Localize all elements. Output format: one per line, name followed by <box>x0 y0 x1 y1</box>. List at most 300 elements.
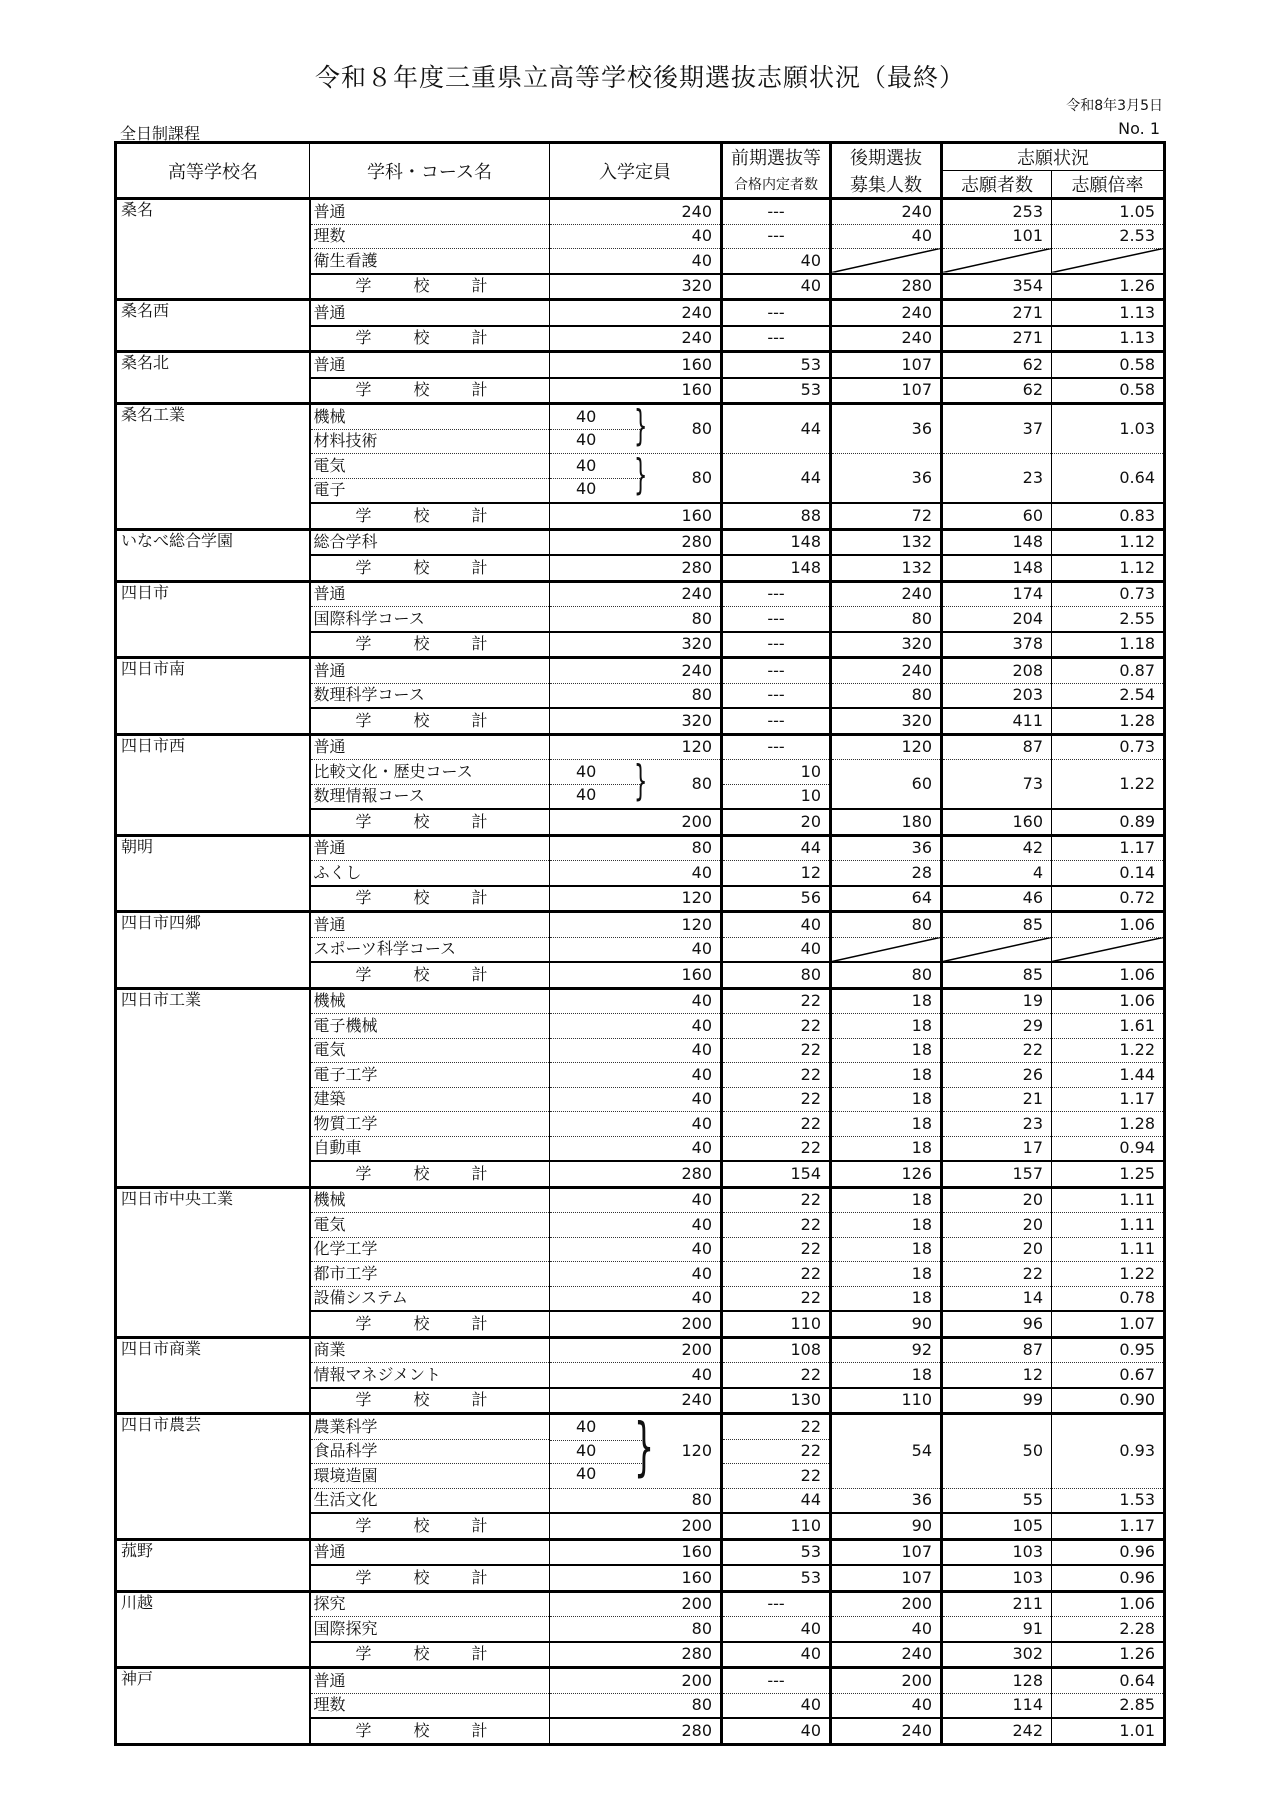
total-early-admission: 148 <box>722 555 831 581</box>
total-capacity: 280 <box>550 1718 722 1744</box>
total-applicants: 157 <box>942 1161 1052 1187</box>
early-admission-cell: --- <box>722 224 831 249</box>
school-total-label <box>310 1565 550 1591</box>
dept-name: 理数 <box>310 224 550 249</box>
dept-name: 普通 <box>310 658 550 684</box>
total-label-char: 校 <box>413 1720 430 1740</box>
total-label-char: 計 <box>471 557 488 577</box>
total-late-recruitment: 110 <box>831 1388 942 1414</box>
late-recruitment-cell: 240 <box>831 300 942 326</box>
capacity-cell: 80 <box>550 683 722 708</box>
dept-name: 探究 <box>310 1591 550 1617</box>
early-admission-cell: 10 <box>722 784 831 809</box>
total-applicants: 411 <box>942 708 1052 734</box>
applicants-cell: 203 <box>942 683 1052 708</box>
dept-name: 普通 <box>310 199 550 225</box>
late-recruitment-cell: 80 <box>831 607 942 632</box>
total-label-char: 校 <box>413 505 430 525</box>
table-row <box>116 658 1165 684</box>
dept-name: ふくし <box>310 861 550 886</box>
total-label-char: 学 <box>355 1644 372 1664</box>
late-recruitment-cell: 132 <box>831 529 942 555</box>
sub-capacity: 40 <box>576 785 597 804</box>
school-total-label <box>310 809 550 835</box>
late-recruitment-cell: 200 <box>831 1591 942 1617</box>
early-admission-cell: 10 <box>722 760 831 785</box>
table-row <box>116 1414 1165 1440</box>
total-label-char: 計 <box>471 1515 488 1535</box>
sub-capacity: 40 <box>576 761 597 781</box>
dept-name: 電子 <box>310 478 550 503</box>
late-recruitment-cell: 18 <box>831 1112 942 1137</box>
ratio-cell: 2.28 <box>1052 1617 1165 1642</box>
early-admission-cell: --- <box>722 199 831 225</box>
sub-capacity: 40 <box>576 1417 597 1436</box>
total-label-char: 学 <box>355 1313 372 1333</box>
total-applicants: 62 <box>942 378 1052 404</box>
late-recruitment-cell: 240 <box>831 658 942 684</box>
total-late-recruitment: 240 <box>831 1642 942 1668</box>
total-capacity: 280 <box>550 555 722 581</box>
total-label-char: 計 <box>471 1567 488 1587</box>
school-total-label <box>310 708 550 734</box>
capacity-cell: 240 <box>550 300 722 326</box>
school-group <box>116 529 1165 581</box>
total-label-char: 校 <box>413 1163 430 1183</box>
late-recruitment-cell: 120 <box>831 734 942 760</box>
page-number: No. 1 <box>1118 119 1160 138</box>
applicants-cell: 87 <box>942 1337 1052 1363</box>
total-capacity: 120 <box>550 886 722 912</box>
dept-name: 普通 <box>310 912 550 938</box>
school-total-label <box>310 962 550 988</box>
applicants-cell-slashed <box>942 937 1052 962</box>
dept-name: 比較文化・歴史コース <box>310 760 550 785</box>
late-recruitment-cell: 240 <box>831 199 942 225</box>
early-admission-cell: 22 <box>722 1136 831 1161</box>
school-total-label <box>310 274 550 300</box>
capacity-cell: 40 <box>550 937 722 962</box>
total-label-char: 計 <box>471 811 488 831</box>
capacity-cell: 40 <box>550 1038 722 1063</box>
dept-name: 都市工学 <box>310 1262 550 1287</box>
dept-name: 環境造園 <box>310 1464 550 1489</box>
early-admission-cell: --- <box>722 1668 831 1694</box>
early-admission-cell: 22 <box>722 1262 831 1287</box>
school-name: 桑名西 <box>116 300 310 352</box>
sub-capacity: 40 <box>576 430 597 449</box>
ratio-cell: 0.67 <box>1052 1363 1165 1388</box>
early-admission-cell: 44 <box>722 1488 831 1513</box>
total-ratio: 0.83 <box>1052 503 1165 529</box>
total-label-char: 学 <box>355 1163 372 1183</box>
total-late-recruitment: 132 <box>831 555 942 581</box>
early-admission-cell: 22 <box>722 1414 831 1440</box>
total-applicants: 271 <box>942 326 1052 352</box>
table-row <box>116 988 1165 1014</box>
table-row <box>116 352 1165 378</box>
ratio-cell: 1.06 <box>1052 988 1165 1014</box>
capacity-cell: 40 <box>550 1112 722 1137</box>
ratio-cell: 1.17 <box>1052 1087 1165 1112</box>
school-total-label <box>310 1311 550 1337</box>
total-label-char: 計 <box>471 1313 488 1333</box>
ratio-cell: 1.11 <box>1052 1213 1165 1238</box>
total-ratio: 0.90 <box>1052 1388 1165 1414</box>
dept-name: 普通 <box>310 352 550 378</box>
capacity-cell: 240 <box>550 658 722 684</box>
dept-name: 普通 <box>310 734 550 760</box>
school-name: 四日市西 <box>116 734 310 835</box>
total-label-char: 学 <box>355 380 372 400</box>
dept-name: 電気 <box>310 454 550 479</box>
capacity-cell: 80 <box>550 1488 722 1513</box>
early-admission-cell: 22 <box>722 1063 831 1088</box>
early-admission-cell: 108 <box>722 1337 831 1363</box>
total-label-char: 校 <box>413 811 430 831</box>
grouped-capacity-cell <box>550 450 722 504</box>
ratio-cell: 2.55 <box>1052 607 1165 632</box>
ratio-cell: 0.73 <box>1052 581 1165 607</box>
early-admission-cell: 22 <box>722 1014 831 1039</box>
late-recruitment-cell: 107 <box>831 1539 942 1565</box>
capacity-cell: 240 <box>550 581 722 607</box>
total-late-recruitment: 80 <box>831 962 942 988</box>
early-admission-cell: 40 <box>722 1617 831 1642</box>
applicants-cell: 20 <box>942 1213 1052 1238</box>
late-recruitment-cell: 36 <box>831 454 942 504</box>
total-late-recruitment: 126 <box>831 1161 942 1187</box>
total-ratio: 1.26 <box>1052 274 1165 300</box>
table-row <box>116 1591 1165 1617</box>
school-name: 四日市工業 <box>116 988 310 1187</box>
total-capacity: 160 <box>550 503 722 529</box>
table-row <box>116 199 1165 225</box>
total-label-char: 計 <box>471 380 488 400</box>
total-label-char: 学 <box>355 1720 372 1740</box>
applicants-cell: 20 <box>942 1237 1052 1262</box>
late-recruitment-cell: 36 <box>831 404 942 454</box>
applicants-cell: 14 <box>942 1286 1052 1311</box>
capacity-cell: 280 <box>550 529 722 555</box>
grouped-capacity-cell <box>550 401 722 454</box>
total-late-recruitment: 90 <box>831 1513 942 1539</box>
ratio-cell: 1.06 <box>1052 912 1165 938</box>
ratio-cell: 1.13 <box>1052 300 1165 326</box>
total-label-char: 学 <box>355 811 372 831</box>
early-admission-cell: 53 <box>722 352 831 378</box>
ratio-cell: 0.96 <box>1052 1539 1165 1565</box>
ratio-cell: 1.61 <box>1052 1014 1165 1039</box>
header-ratio: 志願倍率 <box>1052 171 1165 199</box>
total-applicants: 148 <box>942 555 1052 581</box>
brace-icon: } <box>634 401 648 450</box>
total-late-recruitment: 240 <box>831 326 942 352</box>
school-group <box>116 1591 1165 1668</box>
school-group <box>116 300 1165 352</box>
applicants-cell: 23 <box>942 454 1052 504</box>
total-ratio: 1.26 <box>1052 1642 1165 1668</box>
capacity-cell: 40 <box>550 1262 722 1287</box>
total-late-recruitment: 64 <box>831 886 942 912</box>
total-late-recruitment: 240 <box>831 1718 942 1744</box>
ratio-cell: 0.14 <box>1052 861 1165 886</box>
school-total-label <box>310 503 550 529</box>
applicants-cell: 29 <box>942 1014 1052 1039</box>
school-group <box>116 1668 1165 1745</box>
capacity-cell: 40 <box>550 1136 722 1161</box>
total-label-char: 学 <box>355 1567 372 1587</box>
late-recruitment-cell: 36 <box>831 835 942 861</box>
total-label-char: 学 <box>355 328 372 348</box>
sub-capacity: 40 <box>576 1440 597 1460</box>
application-status-table <box>114 141 1166 1746</box>
early-admission-cell: 22 <box>722 1112 831 1137</box>
early-admission-cell: 40 <box>722 1693 831 1718</box>
late-recruitment-cell: 80 <box>831 912 942 938</box>
total-capacity: 240 <box>550 326 722 352</box>
total-applicants: 99 <box>942 1388 1052 1414</box>
ratio-cell: 0.78 <box>1052 1286 1165 1311</box>
ratio-cell: 0.64 <box>1052 454 1165 504</box>
school-total-label <box>310 555 550 581</box>
total-label-char: 計 <box>471 328 488 348</box>
ratio-cell: 1.06 <box>1052 1591 1165 1617</box>
ratio-cell-slashed <box>1052 937 1165 962</box>
ratio-cell: 1.11 <box>1052 1187 1165 1213</box>
table-row <box>116 1539 1165 1565</box>
total-ratio: 1.12 <box>1052 555 1165 581</box>
capacity-cell: 40 <box>550 1363 722 1388</box>
total-label-char: 計 <box>471 1644 488 1664</box>
late-recruitment-cell: 80 <box>831 683 942 708</box>
dept-name: 自動車 <box>310 1136 550 1161</box>
total-early-admission: --- <box>722 632 831 658</box>
ratio-cell: 1.44 <box>1052 1063 1165 1088</box>
total-late-recruitment: 280 <box>831 274 942 300</box>
school-group <box>116 912 1165 989</box>
applicants-cell: 91 <box>942 1617 1052 1642</box>
total-applicants: 96 <box>942 1311 1052 1337</box>
capacity-cell: 40 <box>550 1087 722 1112</box>
late-recruitment-cell: 18 <box>831 1087 942 1112</box>
total-applicants: 302 <box>942 1642 1052 1668</box>
group-capacity: 80 <box>691 419 712 438</box>
document-date: 令和8年3月5日 <box>1066 98 1163 114</box>
brace-icon: } <box>634 1410 655 1484</box>
early-admission-cell: 22 <box>722 1286 831 1311</box>
late-recruitment-cell: 40 <box>831 1693 942 1718</box>
dept-name: 普通 <box>310 300 550 326</box>
dept-name: 物質工学 <box>310 1112 550 1137</box>
school-name: 神戸 <box>116 1668 310 1745</box>
school-name: 四日市 <box>116 581 310 658</box>
ratio-cell-slashed <box>1052 249 1165 274</box>
applicants-cell: 42 <box>942 835 1052 861</box>
early-admission-cell: 44 <box>722 835 831 861</box>
capacity-cell: 240 <box>550 199 722 225</box>
early-admission-cell: 22 <box>722 1038 831 1063</box>
total-capacity: 280 <box>550 1642 722 1668</box>
applicants-cell: 26 <box>942 1063 1052 1088</box>
dept-name: 数理情報コース <box>310 784 550 809</box>
total-ratio: 1.25 <box>1052 1161 1165 1187</box>
total-early-admission: 130 <box>722 1388 831 1414</box>
total-early-admission: 53 <box>722 1565 831 1591</box>
total-early-admission: 110 <box>722 1513 831 1539</box>
total-label-char: 学 <box>355 964 372 984</box>
sub-capacity: 40 <box>576 406 597 426</box>
early-admission-cell: --- <box>722 607 831 632</box>
total-applicants: 60 <box>942 503 1052 529</box>
early-admission-cell: 22 <box>722 1087 831 1112</box>
applicants-cell: 22 <box>942 1038 1052 1063</box>
school-total-label <box>310 326 550 352</box>
school-total-label <box>310 378 550 404</box>
school-name: 四日市四郷 <box>116 912 310 989</box>
school-name: 四日市農芸 <box>116 1414 310 1540</box>
group-capacity: 80 <box>691 774 712 793</box>
header-applicants: 志願者数 <box>942 171 1052 199</box>
applicants-cell: 101 <box>942 224 1052 249</box>
total-early-admission: 80 <box>722 962 831 988</box>
dept-name: 普通 <box>310 1539 550 1565</box>
header-dept: 学科・コース名 <box>310 143 550 199</box>
applicants-cell: 128 <box>942 1668 1052 1694</box>
total-label-char: 計 <box>471 1163 488 1183</box>
applicants-cell: 20 <box>942 1187 1052 1213</box>
document-title: 令和８年度三重県立高等学校後期選抜志願状況（最終） <box>314 63 965 92</box>
dept-name: 機械 <box>310 1187 550 1213</box>
total-capacity: 160 <box>550 378 722 404</box>
ratio-cell: 1.11 <box>1052 1237 1165 1262</box>
capacity-cell: 160 <box>550 352 722 378</box>
table-row <box>116 1337 1165 1363</box>
ratio-cell: 0.58 <box>1052 352 1165 378</box>
total-late-recruitment: 90 <box>831 1311 942 1337</box>
dept-name: 電気 <box>310 1213 550 1238</box>
applicants-cell: 19 <box>942 988 1052 1014</box>
late-recruitment-cell: 18 <box>831 988 942 1014</box>
applicants-cell: 23 <box>942 1112 1052 1137</box>
late-recruitment-cell: 18 <box>831 1038 942 1063</box>
table-row <box>116 1187 1165 1213</box>
total-capacity: 240 <box>550 1388 722 1414</box>
total-label-char: 学 <box>355 276 372 296</box>
late-recruitment-cell: 18 <box>831 1286 942 1311</box>
total-applicants: 242 <box>942 1718 1052 1744</box>
capacity-cell: 40 <box>550 1014 722 1039</box>
school-name: 朝明 <box>116 835 310 912</box>
total-early-admission: --- <box>722 708 831 734</box>
capacity-cell: 200 <box>550 1337 722 1363</box>
late-recruitment-cell: 18 <box>831 1187 942 1213</box>
school-name: いなべ総合学園 <box>116 529 310 581</box>
total-capacity: 200 <box>550 1513 722 1539</box>
school-group <box>116 658 1165 735</box>
total-label-char: 学 <box>355 505 372 525</box>
total-label-char: 計 <box>471 1720 488 1740</box>
total-early-admission: 40 <box>722 1718 831 1744</box>
total-label-char: 計 <box>471 888 488 908</box>
total-capacity: 320 <box>550 708 722 734</box>
total-label-char: 計 <box>471 1390 488 1410</box>
applicants-cell-slashed <box>942 249 1052 274</box>
ratio-cell: 1.28 <box>1052 1112 1165 1137</box>
header-status: 志願状況 <box>942 143 1165 171</box>
ratio-cell: 1.22 <box>1052 1038 1165 1063</box>
table-header <box>116 143 1165 199</box>
late-recruitment-cell: 60 <box>831 760 942 810</box>
capacity-cell: 80 <box>550 607 722 632</box>
total-applicants: 46 <box>942 886 1052 912</box>
school-name: 川越 <box>116 1591 310 1668</box>
total-early-admission: 154 <box>722 1161 831 1187</box>
dept-name: 衛生看護 <box>310 249 550 274</box>
dept-name: 国際探究 <box>310 1617 550 1642</box>
dept-name: 理数 <box>310 1693 550 1718</box>
applicants-cell: 211 <box>942 1591 1052 1617</box>
late-recruitment-cell: 18 <box>831 1213 942 1238</box>
applicants-cell: 50 <box>942 1414 1052 1489</box>
header-capacity: 入学定員 <box>550 143 722 199</box>
table-row <box>116 835 1165 861</box>
early-admission-cell: 22 <box>722 1363 831 1388</box>
early-admission-cell: 40 <box>722 249 831 274</box>
sub-capacity: 40 <box>576 1464 597 1483</box>
applicants-cell: 17 <box>942 1136 1052 1161</box>
total-ratio: 1.07 <box>1052 1311 1165 1337</box>
dept-name: 国際科学コース <box>310 607 550 632</box>
total-label-char: 校 <box>413 380 430 400</box>
total-early-admission: 110 <box>722 1311 831 1337</box>
total-label-char: 校 <box>413 710 430 730</box>
early-admission-cell: 40 <box>722 912 831 938</box>
early-admission-cell: 44 <box>722 404 831 454</box>
total-capacity: 200 <box>550 809 722 835</box>
ratio-cell: 1.03 <box>1052 404 1165 454</box>
early-admission-cell: 53 <box>722 1539 831 1565</box>
school-total-label <box>310 1718 550 1744</box>
total-early-admission: 40 <box>722 274 831 300</box>
school-name: 四日市商業 <box>116 1337 310 1414</box>
dept-name: 情報マネジメント <box>310 1363 550 1388</box>
dept-name: 電子工学 <box>310 1063 550 1088</box>
dept-name: 化学工学 <box>310 1237 550 1262</box>
total-capacity: 160 <box>550 1565 722 1591</box>
capacity-cell: 120 <box>550 912 722 938</box>
applicants-cell: 103 <box>942 1539 1052 1565</box>
total-capacity: 280 <box>550 1161 722 1187</box>
total-applicants: 160 <box>942 809 1052 835</box>
ratio-cell: 1.17 <box>1052 835 1165 861</box>
school-group <box>116 352 1165 404</box>
school-total-label <box>310 1161 550 1187</box>
table-row <box>116 529 1165 555</box>
school-total-label <box>310 1513 550 1539</box>
total-label-char: 計 <box>471 710 488 730</box>
ratio-cell: 0.95 <box>1052 1337 1165 1363</box>
table-row <box>116 300 1165 326</box>
school-group <box>116 1187 1165 1337</box>
early-admission-cell: 22 <box>722 1213 831 1238</box>
late-recruitment-cell: 28 <box>831 861 942 886</box>
total-late-recruitment: 180 <box>831 809 942 835</box>
total-label-char: 学 <box>355 888 372 908</box>
school-group <box>116 734 1165 835</box>
school-name: 桑名工業 <box>116 404 310 530</box>
total-ratio: 0.72 <box>1052 886 1165 912</box>
